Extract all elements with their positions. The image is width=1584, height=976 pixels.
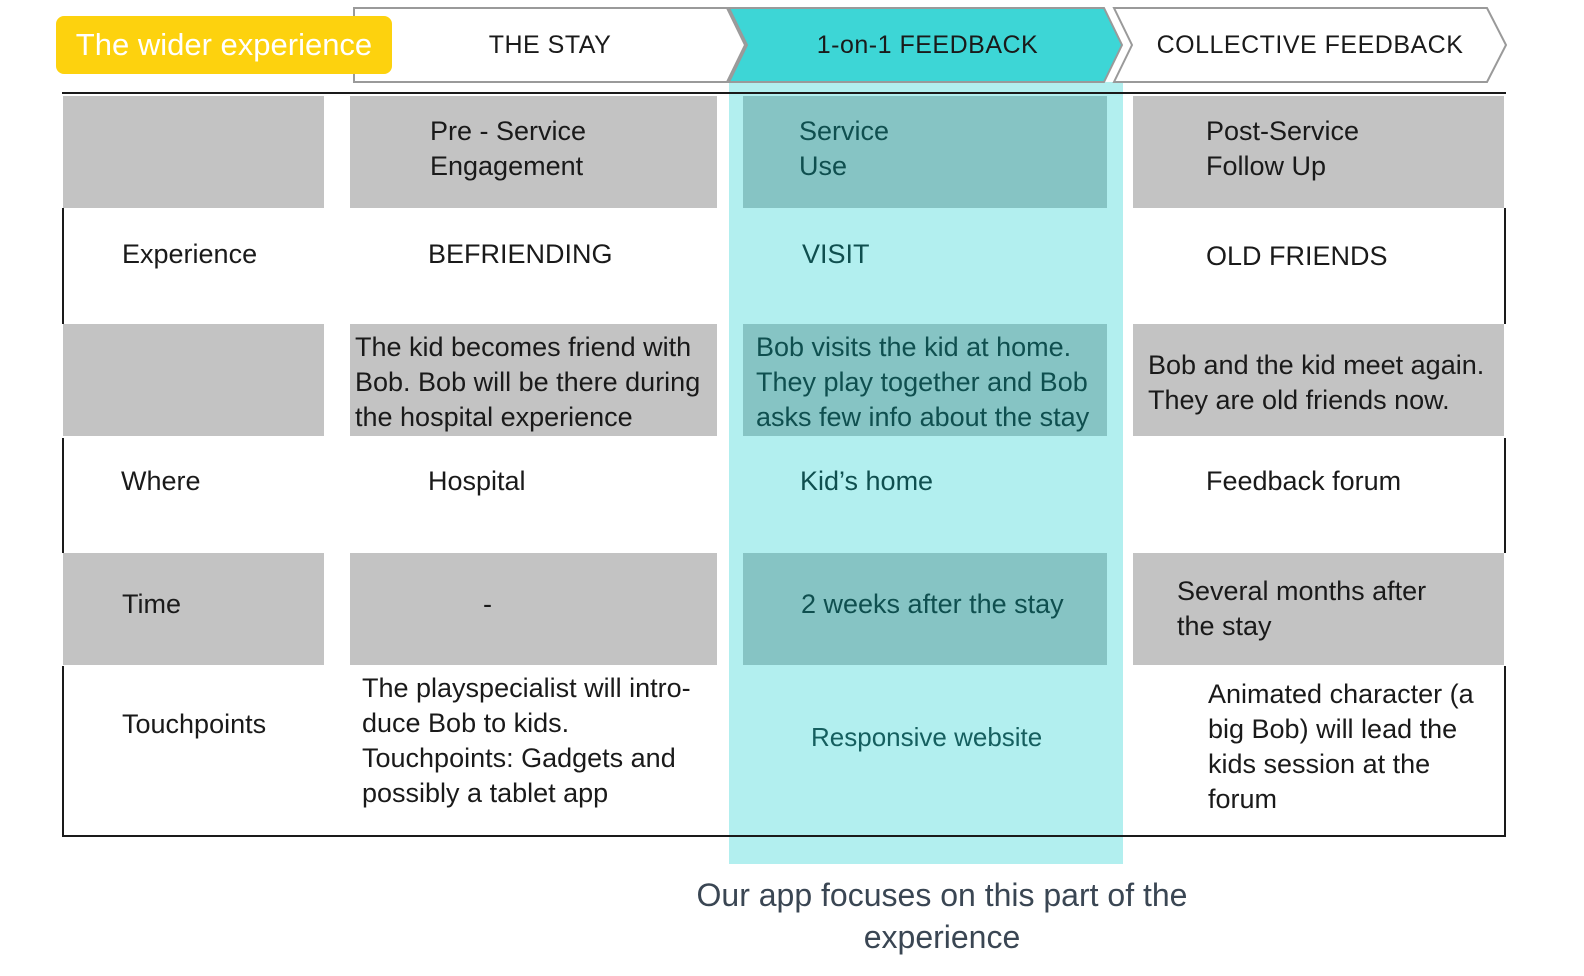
table-top-border xyxy=(62,92,1506,94)
table-left-border xyxy=(62,666,64,837)
tab-label-the-stay: THE STAY xyxy=(488,31,612,59)
where-pre-service: Hospital xyxy=(428,466,526,496)
row-label-time: Time xyxy=(122,589,181,619)
table-right-border xyxy=(1504,666,1506,837)
touchpoints-post-line1: Animated character (a xyxy=(1208,679,1474,709)
description-use-line3: asks few info about the stay xyxy=(756,402,1090,432)
touchpoints-pre-line3: Touchpoints: Gadgets and xyxy=(362,743,676,773)
description-pre-line2: Bob. Bob will be there during xyxy=(355,367,701,397)
tab-label-1on1-feedback: 1-on-1 FEEDBACK xyxy=(816,31,1039,59)
stage-header-empty-cell xyxy=(63,96,324,208)
stage-header-service-use xyxy=(743,96,1107,208)
wider-experience-badge: The wider experience xyxy=(56,16,392,74)
experience-post-service: OLD FRIENDS xyxy=(1206,241,1388,271)
table-left-border xyxy=(62,438,64,553)
tab-label-collective-feedback: COLLECTIVE FEEDBACK xyxy=(1156,31,1464,59)
description-post-line1: Bob and the kid meet again. xyxy=(1148,350,1485,380)
time-post-line1: Several months after xyxy=(1177,576,1427,606)
description-use-line2: They play together and Bob xyxy=(756,367,1088,397)
touchpoints-pre-line2: duce Bob to kids. xyxy=(362,708,570,738)
description-post-line2: They are old friends now. xyxy=(1148,385,1450,415)
table-left-border xyxy=(62,208,64,324)
touchpoints-post-line2: big Bob) will lead the xyxy=(1208,714,1458,744)
focus-caption-line1: Our app focuses on this part of the xyxy=(696,877,1188,913)
description-use-line1: Bob visits the kid at home. xyxy=(756,332,1072,362)
time-label-cell xyxy=(63,553,324,665)
where-service-use: Kid’s home xyxy=(800,466,934,496)
stage-service-use-line1: Service xyxy=(799,116,890,146)
experience-pre-service: BEFRIENDING xyxy=(428,239,613,269)
time-pre-service: - xyxy=(483,589,492,619)
stage-pre-service-line2: Engagement xyxy=(430,151,584,181)
experience-service-use: VISIT xyxy=(802,239,870,269)
focus-caption-line2: experience xyxy=(863,919,1021,955)
focus-caption xyxy=(660,874,1224,958)
touchpoints-post-line3: kids session at the xyxy=(1208,749,1431,779)
touchpoints-pre-line4: possibly a tablet app xyxy=(362,778,609,808)
stage-service-use-line2: Use xyxy=(799,151,848,181)
stage-pre-service-line1: Pre - Service xyxy=(430,116,587,146)
time-post-line2: the stay xyxy=(1177,611,1272,641)
description-pre-line1: The kid becomes friend with xyxy=(355,332,692,362)
stage-post-service-line2: Follow Up xyxy=(1206,151,1327,181)
row-label-touchpoints: Touchpoints xyxy=(122,709,267,739)
time-pre-service-cell xyxy=(350,553,717,665)
touchpoints-service-use: Responsive website xyxy=(811,722,1043,752)
touchpoints-post-line4: forum xyxy=(1208,784,1278,814)
stage-post-service-line1: Post-Service xyxy=(1206,116,1360,146)
where-post-service: Feedback forum xyxy=(1206,466,1402,496)
row-label-experience: Experience xyxy=(122,239,258,269)
table-bottom-border xyxy=(62,835,1506,837)
table-right-border xyxy=(1504,208,1506,324)
table-right-border xyxy=(1504,438,1506,553)
description-pre-line3: the hospital experience xyxy=(355,402,633,432)
row-label-where: Where xyxy=(121,466,201,496)
touchpoints-pre-line1: The playspecialist will intro- xyxy=(362,673,691,703)
time-service-use: 2 weeks after the stay xyxy=(801,589,1064,619)
description-empty-cell xyxy=(63,324,324,436)
